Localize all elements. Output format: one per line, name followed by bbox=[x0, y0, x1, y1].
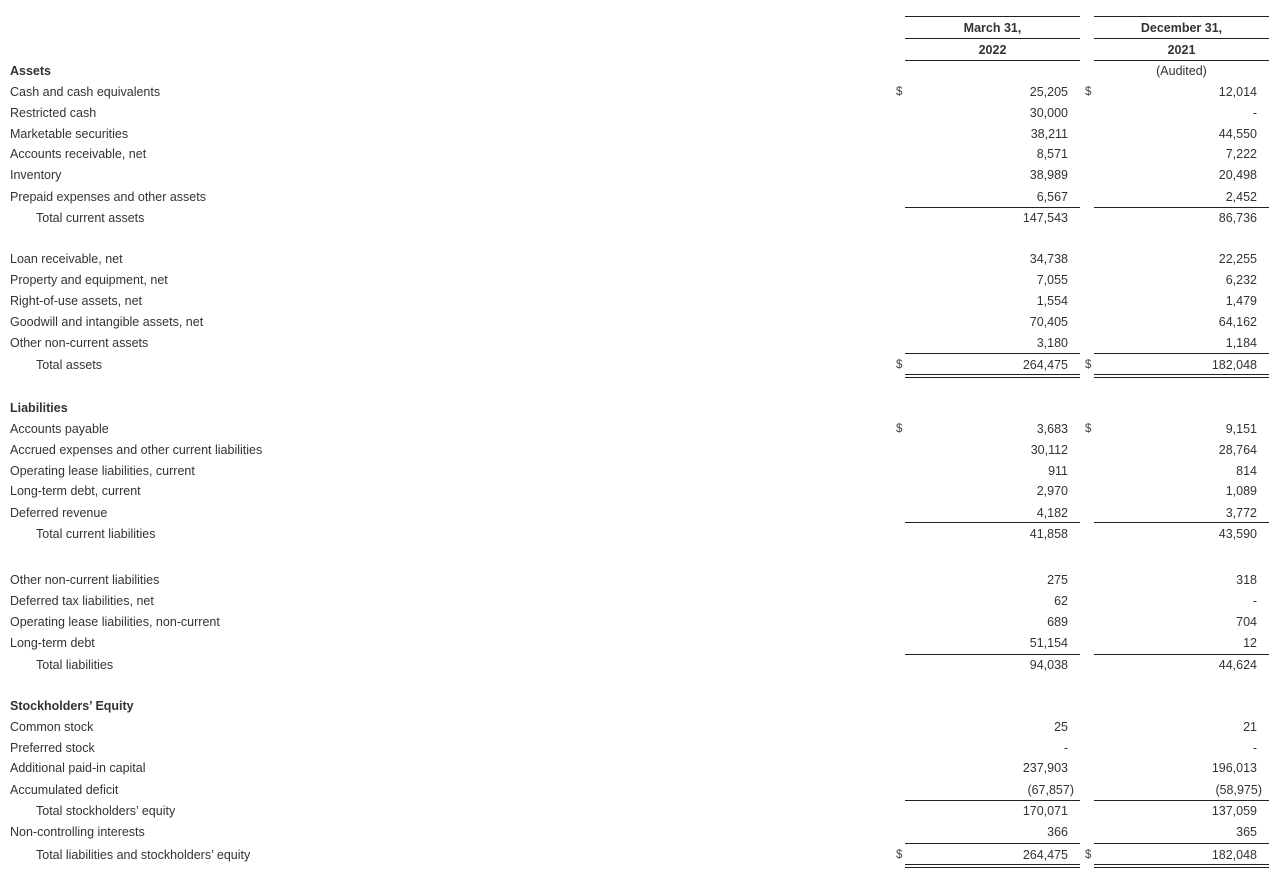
value-col1: 264,475 bbox=[1022, 848, 1068, 862]
row-label: Other non-current liabilities bbox=[10, 573, 160, 587]
header-row-1 bbox=[0, 19, 1280, 37]
grand-total-row bbox=[0, 846, 1280, 864]
value-col1: 1,554 bbox=[1036, 294, 1068, 308]
value-col1: 25,205 bbox=[1029, 85, 1068, 99]
double-underline-col2 bbox=[1094, 374, 1269, 378]
value-col1: 94,038 bbox=[1029, 658, 1068, 672]
value-col1: 689 bbox=[1047, 615, 1068, 629]
row-label: Operating lease liabilities, non-current bbox=[10, 615, 220, 629]
row-label: Goodwill and intangible assets, net bbox=[10, 315, 204, 329]
value-col1: 147,543 bbox=[1022, 211, 1068, 225]
row-label: Deferred tax liabilities, net bbox=[10, 594, 154, 608]
total-rule-col1 bbox=[905, 353, 1080, 354]
table-row bbox=[0, 759, 1280, 777]
value-col1: 7,055 bbox=[1036, 273, 1068, 287]
table-row bbox=[0, 166, 1280, 184]
total-rule-col2 bbox=[1094, 843, 1269, 844]
header-rule-top-col1 bbox=[905, 16, 1080, 17]
value-col1: 62 bbox=[1054, 594, 1068, 608]
table-row bbox=[0, 482, 1280, 500]
col1-header-year: 2022 bbox=[978, 43, 1007, 57]
table-row bbox=[0, 250, 1280, 268]
row-label: Total liabilities bbox=[36, 658, 114, 672]
table-row bbox=[0, 145, 1280, 163]
section-title-equity: Stockholders’ Equity bbox=[10, 699, 134, 713]
table-row bbox=[0, 104, 1280, 122]
table-row bbox=[0, 441, 1280, 459]
header-rule-top-col2 bbox=[1094, 16, 1269, 17]
value-col1: 38,211 bbox=[1030, 127, 1068, 141]
table-row bbox=[0, 592, 1280, 610]
header-row-2 bbox=[0, 41, 1280, 59]
value-col2: 365 bbox=[1236, 825, 1257, 839]
section-title-assets: Assets bbox=[10, 64, 51, 78]
header-rule-bottom-col2 bbox=[1094, 60, 1269, 61]
value-col2: 22,255 bbox=[1218, 252, 1257, 266]
row-label: Accrued expenses and other current liabilities bbox=[10, 443, 263, 457]
row-label: Long-term debt, current bbox=[10, 484, 141, 498]
value-col2: - bbox=[1252, 594, 1257, 608]
double-underline-col1 bbox=[905, 374, 1080, 378]
table-row bbox=[0, 718, 1280, 736]
value-col2: 1,479 bbox=[1225, 294, 1257, 308]
row-label: Common stock bbox=[10, 720, 94, 734]
currency-symbol: $ bbox=[1085, 359, 1092, 371]
value-col2: 7,222 bbox=[1225, 147, 1257, 161]
equity-heading-row bbox=[0, 697, 1280, 715]
currency-symbol: $ bbox=[896, 86, 903, 98]
value-col2: - bbox=[1252, 106, 1257, 120]
value-col2: 182,048 bbox=[1211, 358, 1257, 372]
value-col1: 25 bbox=[1054, 720, 1068, 734]
value-col2: 1,184 bbox=[1225, 336, 1257, 350]
table-row bbox=[0, 271, 1280, 289]
table-row bbox=[0, 420, 1280, 438]
section-title-liabilities: Liabilities bbox=[10, 401, 68, 415]
row-label: Restricted cash bbox=[10, 106, 97, 120]
value-col2: - bbox=[1252, 741, 1257, 755]
table-row bbox=[0, 781, 1280, 799]
value-col2: 12,014 bbox=[1218, 85, 1257, 99]
value-col1: 275 bbox=[1047, 573, 1068, 587]
value-col1: 2,970 bbox=[1036, 484, 1068, 498]
row-label: Inventory bbox=[10, 168, 62, 182]
value-col2: 9,151 bbox=[1225, 422, 1257, 436]
value-col2: 64,162 bbox=[1218, 315, 1257, 329]
subtotal-rule-col1 bbox=[905, 800, 1080, 801]
row-label: Additional paid-in capital bbox=[10, 761, 146, 775]
table-row bbox=[0, 188, 1280, 206]
total-rule-col1 bbox=[905, 654, 1080, 655]
total-row bbox=[0, 656, 1280, 674]
value-col2: 20,498 bbox=[1218, 168, 1257, 182]
value-col2: 86,736 bbox=[1218, 211, 1257, 225]
double-underline-col1 bbox=[905, 864, 1080, 868]
value-col2: 28,764 bbox=[1218, 443, 1257, 457]
table-row bbox=[0, 125, 1280, 143]
value-col1: 264,475 bbox=[1022, 358, 1068, 372]
value-col2: 43,590 bbox=[1218, 527, 1257, 541]
row-label: Total current liabilities bbox=[36, 527, 156, 541]
value-col1: 8,571 bbox=[1036, 147, 1068, 161]
row-label: Prepaid expenses and other assets bbox=[10, 190, 206, 204]
value-col1: 51,154 bbox=[1029, 636, 1068, 650]
row-label: Long-term debt bbox=[10, 636, 95, 650]
table-row bbox=[0, 313, 1280, 331]
row-label: Accounts payable bbox=[10, 422, 109, 436]
value-col1: 4,182 bbox=[1036, 506, 1068, 520]
row-label: Preferred stock bbox=[10, 741, 95, 755]
value-col1: 30,112 bbox=[1030, 443, 1068, 457]
value-col1: - bbox=[1063, 741, 1068, 755]
table-row bbox=[0, 571, 1280, 589]
subtotal-rule-col2 bbox=[1094, 800, 1269, 801]
value-col2: 182,048 bbox=[1211, 848, 1257, 862]
table-row bbox=[0, 823, 1280, 841]
col2-header-year: 2021 bbox=[1167, 43, 1196, 57]
value-col2: 814 bbox=[1236, 464, 1257, 478]
col2-header-date: December 31, bbox=[1140, 21, 1223, 35]
currency-symbol: $ bbox=[896, 423, 903, 435]
subtotal-row bbox=[0, 802, 1280, 820]
subtotal-row bbox=[0, 209, 1280, 227]
value-col1: 41,858 bbox=[1029, 527, 1068, 541]
value-col1: 911 bbox=[1048, 464, 1068, 478]
total-row bbox=[0, 356, 1280, 374]
value-col2: 2,452 bbox=[1225, 190, 1257, 204]
table-row bbox=[0, 462, 1280, 480]
subtotal-rule-col2 bbox=[1094, 522, 1269, 523]
row-label: Deferred revenue bbox=[10, 506, 108, 520]
value-col1: 34,738 bbox=[1029, 252, 1068, 266]
table-row bbox=[0, 292, 1280, 310]
value-col2: 44,624 bbox=[1218, 658, 1257, 672]
row-label: Operating lease liabilities, current bbox=[10, 464, 195, 478]
subtotal-rule-col2 bbox=[1094, 207, 1269, 208]
currency-symbol: $ bbox=[896, 849, 903, 861]
currency-symbol: $ bbox=[1085, 86, 1092, 98]
row-label: Total assets bbox=[36, 358, 103, 372]
value-col1: 237,903 bbox=[1022, 761, 1068, 775]
row-label: Total current assets bbox=[36, 211, 145, 225]
subtotal-rule-col1 bbox=[905, 207, 1080, 208]
row-label: Marketable securities bbox=[10, 127, 129, 141]
header-rule-mid-col1 bbox=[905, 38, 1080, 39]
value-col2: 44,550 bbox=[1218, 127, 1257, 141]
table-row bbox=[0, 504, 1280, 522]
value-col2: 196,013 bbox=[1211, 761, 1257, 775]
value-col1: 70,405 bbox=[1029, 315, 1068, 329]
currency-symbol: $ bbox=[896, 359, 903, 371]
value-col1: 38,989 bbox=[1029, 168, 1068, 182]
value-col2: 137,059 bbox=[1211, 804, 1257, 818]
value-col2: 6,232 bbox=[1225, 273, 1257, 287]
table-row bbox=[0, 613, 1280, 631]
col1-header-date: March 31, bbox=[963, 21, 1022, 35]
value-col2: 3,772 bbox=[1225, 506, 1257, 520]
double-underline-col2 bbox=[1094, 864, 1269, 868]
assets-heading-row bbox=[0, 62, 1280, 80]
table-row bbox=[0, 83, 1280, 101]
value-col1: (67,857) bbox=[1027, 783, 1074, 797]
currency-symbol: $ bbox=[1085, 849, 1092, 861]
row-label: Non-controlling interests bbox=[10, 825, 145, 839]
value-col2: 704 bbox=[1236, 615, 1257, 629]
row-label: Total liabilities and stockholders’ equity bbox=[36, 848, 251, 862]
col2-header-audited: (Audited) bbox=[1156, 64, 1207, 78]
value-col2: 1,089 bbox=[1225, 484, 1257, 498]
table-row bbox=[0, 634, 1280, 652]
value-col2: 12 bbox=[1243, 636, 1257, 650]
currency-symbol: $ bbox=[1085, 423, 1092, 435]
row-label: Accounts receivable, net bbox=[10, 147, 147, 161]
value-col2: 21 bbox=[1243, 720, 1257, 734]
header-rule-mid-col2 bbox=[1094, 38, 1269, 39]
row-label: Other non-current assets bbox=[10, 336, 149, 350]
row-label: Cash and cash equivalents bbox=[10, 85, 161, 99]
value-col2: (58,975) bbox=[1215, 783, 1262, 797]
subtotal-rule-col1 bbox=[905, 522, 1080, 523]
value-col2: 318 bbox=[1236, 573, 1257, 587]
total-rule-col1 bbox=[905, 843, 1080, 844]
value-col1: 366 bbox=[1047, 825, 1068, 839]
table-row bbox=[0, 334, 1280, 352]
liabilities-heading-row bbox=[0, 399, 1280, 417]
subtotal-row bbox=[0, 525, 1280, 543]
value-col1: 3,683 bbox=[1036, 422, 1068, 436]
table-row bbox=[0, 739, 1280, 757]
total-rule-col2 bbox=[1094, 353, 1269, 354]
value-col1: 30,000 bbox=[1029, 106, 1068, 120]
value-col1: 6,567 bbox=[1036, 190, 1068, 204]
value-col1: 170,071 bbox=[1022, 804, 1068, 818]
row-label: Loan receivable, net bbox=[10, 252, 123, 266]
row-label: Property and equipment, net bbox=[10, 273, 168, 287]
row-label: Right-of-use assets, net bbox=[10, 294, 143, 308]
row-label: Total stockholders’ equity bbox=[36, 804, 176, 818]
header-rule-bottom-col1 bbox=[905, 60, 1080, 61]
value-col1: 3,180 bbox=[1036, 336, 1068, 350]
total-rule-col2 bbox=[1094, 654, 1269, 655]
row-label: Accumulated deficit bbox=[10, 783, 119, 797]
